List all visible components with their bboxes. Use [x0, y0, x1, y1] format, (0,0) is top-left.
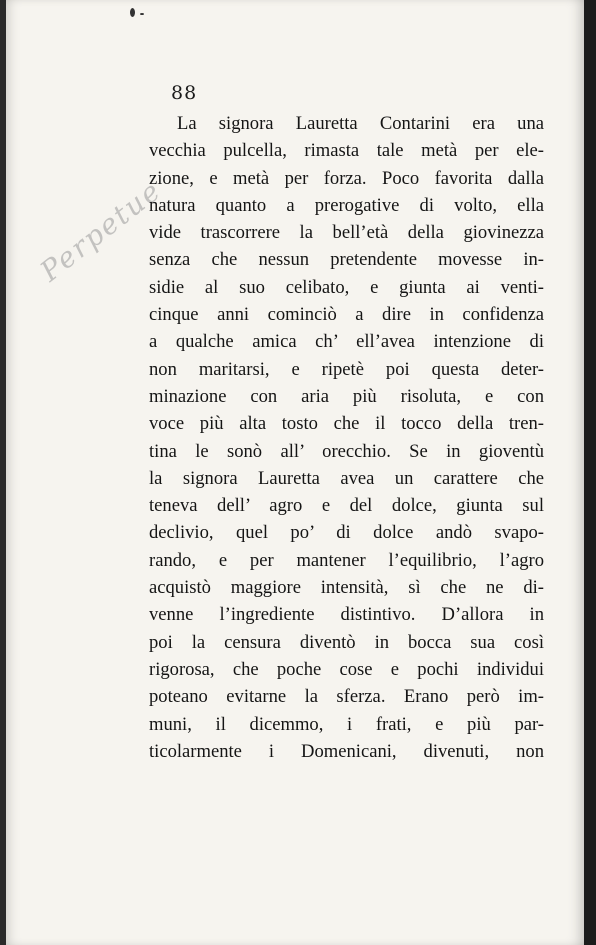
- text-line: a qualche amica ch’ ell’avea intenzione di: [149, 331, 544, 353]
- text-line: rando, e per mantener l’equilibrio, l’agro: [149, 549, 544, 571]
- text-line: vide trascorrere la bell’età della giovinezza: [149, 222, 544, 244]
- text-line: voce più alta tosto che il tocco della tren-: [149, 413, 544, 435]
- body-text: [149, 110, 544, 765]
- ink-speck: [130, 8, 135, 17]
- text-line: teneva dell’ agro e del dolce, giunta sul: [149, 495, 544, 517]
- text-line: natura quanto a prerogative di volto, ella: [149, 194, 544, 216]
- text-line: poi la censura diventò in bocca sua così: [149, 631, 544, 653]
- margin-handwriting: Perpetue: [34, 173, 168, 289]
- text-line: venne l’ingrediente distintivo. D’allora in: [149, 604, 544, 626]
- text-line: zione, e metà per forza. Poco favorita dalla: [149, 167, 544, 189]
- text-line: la signora Lauretta avea un carattere che: [149, 467, 544, 489]
- text-line: senza che nessun pretendente movesse in-: [149, 249, 544, 271]
- text-line: minazione con aria più risoluta, e con: [149, 385, 544, 407]
- text-line: tina le sonò all’ orecchio. Se in gioventù: [149, 440, 544, 462]
- text-line: sidie al suo celibato, e giunta ai venti-: [149, 276, 544, 298]
- text-line: vecchia pulcella, rimasta tale metà per ele-: [149, 140, 544, 162]
- text-line: rigorosa, che poche cose e pochi individui: [149, 658, 544, 680]
- text-line: La signora Lauretta Contarini era una: [177, 113, 544, 134]
- text-line: declivio, quel po’ di dolce andò svapo-: [149, 522, 544, 544]
- text-line: poteano evitarne la sferza. Erano però im-: [149, 686, 544, 708]
- page-edge-shadow: [584, 0, 596, 945]
- text-line: cinque anni cominciò a dire in confidenza: [149, 304, 544, 326]
- page-number: 88: [171, 82, 198, 104]
- text-line: acquistò maggiore intensità, sì che ne di-: [149, 577, 544, 599]
- ink-speck: [140, 13, 144, 15]
- text-line: muni, il dicemmo, i frati, e più par-: [149, 713, 544, 735]
- book-page: [6, 0, 584, 945]
- text-line: non maritarsi, e ripetè poi questa deter-: [149, 358, 544, 380]
- text-line: ticolarmente i Domenicani, divenuti, non: [149, 740, 544, 762]
